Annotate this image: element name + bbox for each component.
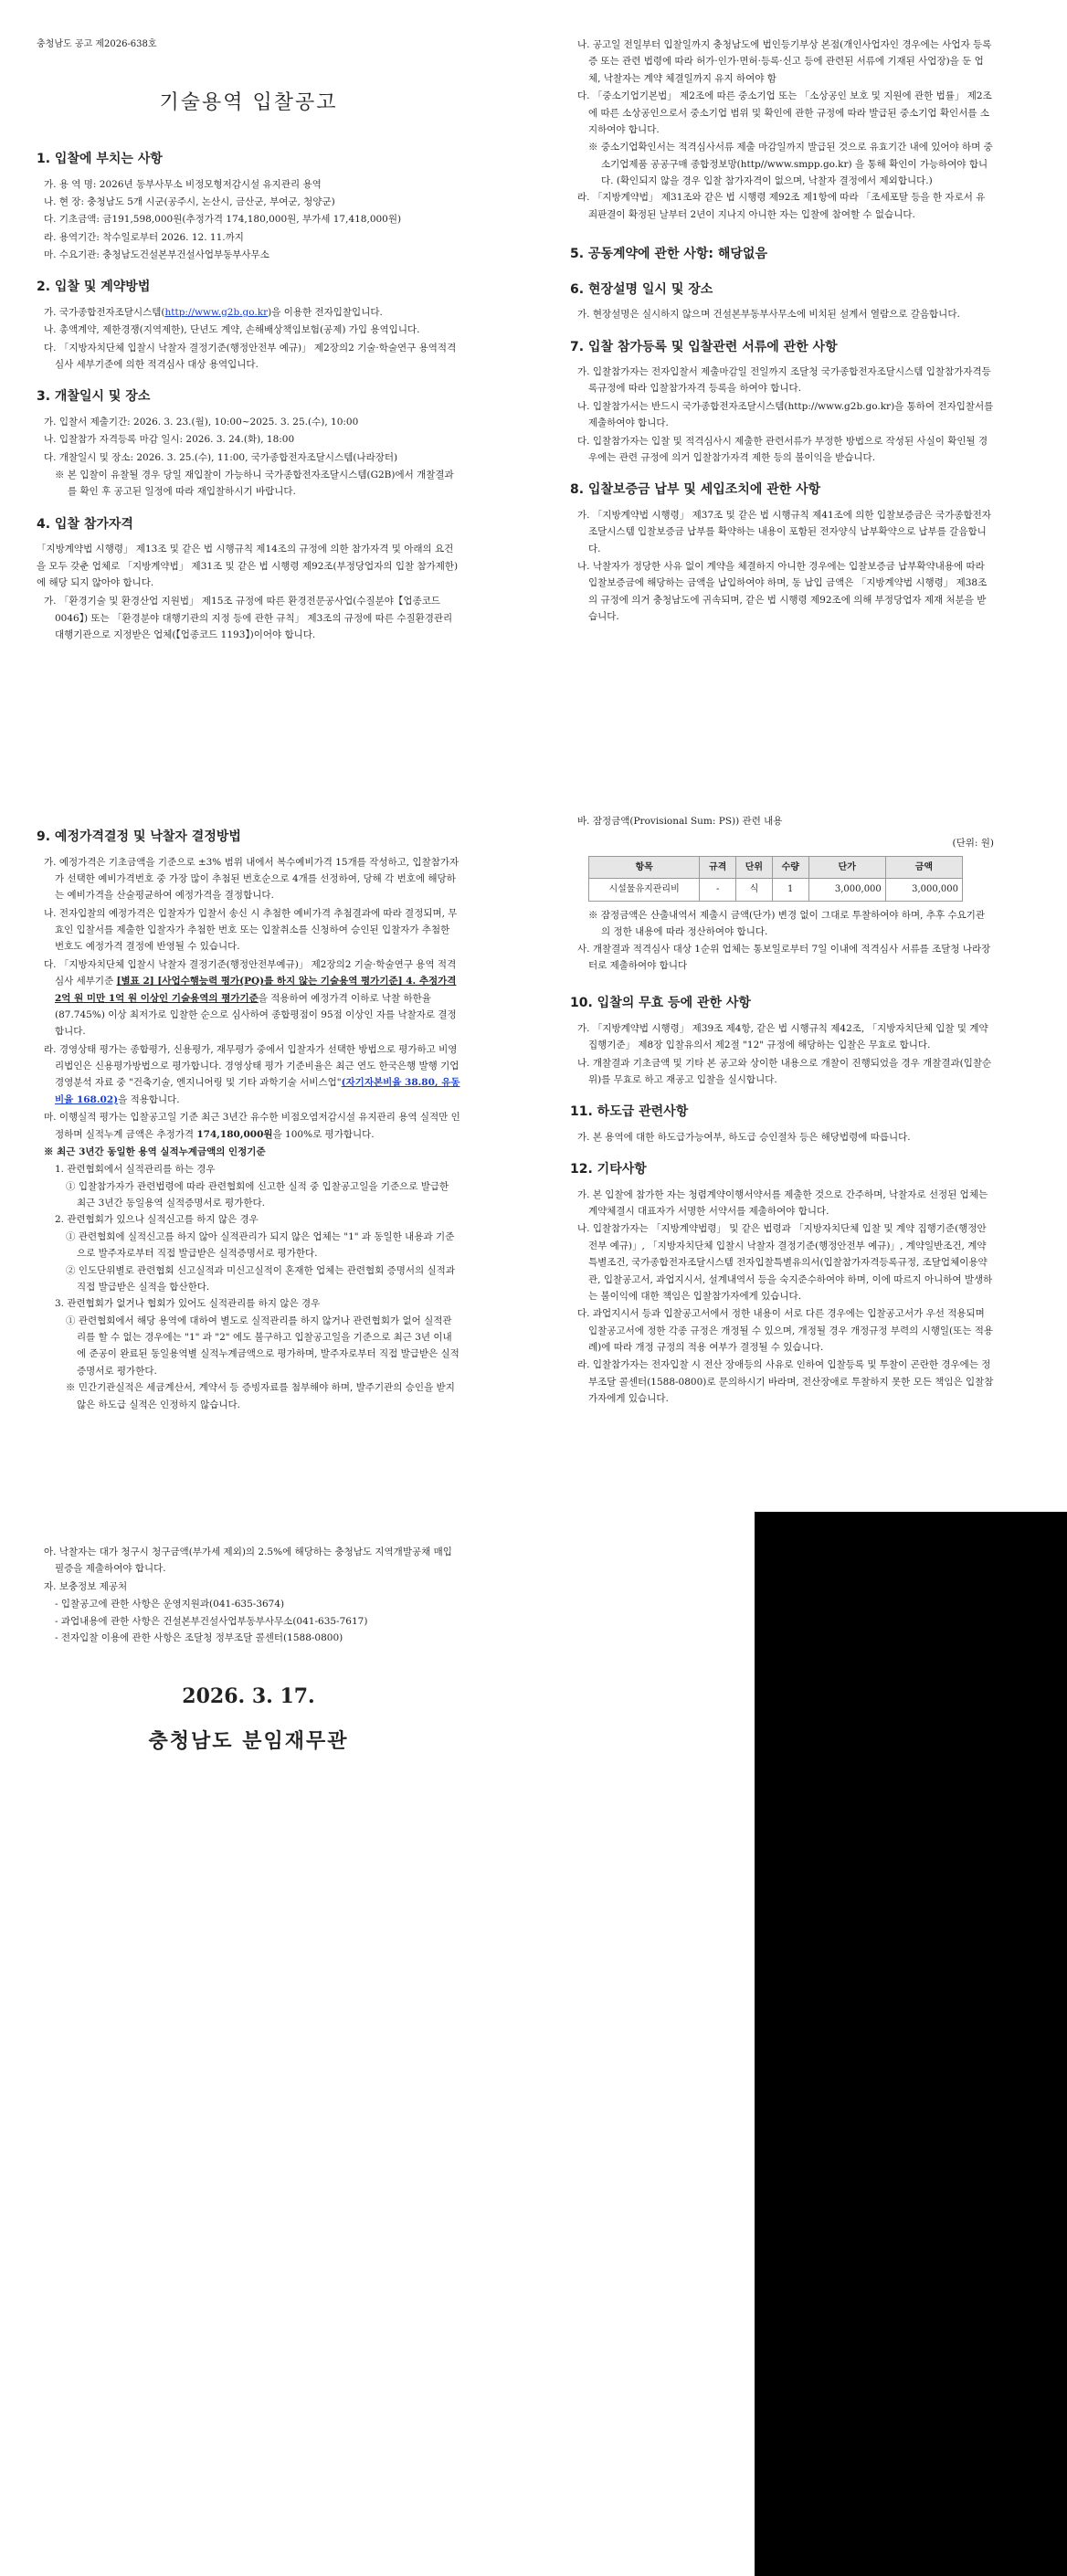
s12-item-b: 자. 보충정보 제공처 xyxy=(44,1580,128,1592)
s1-item: 라. 용역기간: 착수일로부터 2026. 12. 11.까지 xyxy=(44,231,244,243)
s9-e-post: 을 100%로 평가합니다. xyxy=(272,1128,375,1140)
s12-item: 가. 본 입찰에 참가한 자는 청렴계약이행서약서를 제출한 것으로 간주하며, 낙찰자로 선정된 업체는 계약체결시 대표자가 서명한 서약서를 제출하여야 합니다. xyxy=(577,1188,988,1217)
section-12-title: 12. 기타사항 xyxy=(570,1162,647,1177)
record-criteria-item: ① 입찰참가자가 관련법령에 따라 관련협회에 신고한 실적 중 입찰공고일을 기준으로 발급한 최근 3년간 동일용역 실적증명서로 평가한다. xyxy=(66,1180,449,1209)
table-header: 금액 xyxy=(885,856,962,879)
issuing-organization: 충청남도 분임재무관 xyxy=(148,1728,349,1753)
s2-a-post: )을 이용한 전자입찰입니다. xyxy=(268,306,383,318)
table-cell: 3,000,000 xyxy=(808,879,885,902)
record-criteria-title: ※ 최근 3년간 동일한 용역 실적누계금액의 인정기준 xyxy=(44,1145,266,1157)
section-9-title: 9. 예정가격결정 및 낙찰자 결정방법 xyxy=(37,829,241,844)
table-cell: 1 xyxy=(772,879,808,902)
s12-item: 나. 입찰참가자는 「지방계약법령」 및 같은 법령과 「지방자치단체 입찰 및 계약 집행기준(행정안전부 예규)」, 「지방자치단체 입찰시 낙찰자 결정기준(행정안전부 예규)」, 계약일반조건, 계약특별조건, 국가종합전자조달시스템 전자입찰특별유의서(입찰참가자격등록규정, 조달업체이용약관, 입찰공고서, 과업지시서, 설계내역서 등을 숙지준수하여야 하며, 이에 따르지 아니하여 발생하는 불이익에 대한 책임은 입찰참가자에게 있습니다. xyxy=(577,1223,993,1302)
s9-c-underlined: [별표 2] [사업수행능력 평가(PQ)를 하지 않는 기술용역 평가기준] 4. 추정가격 2억 원 미만 1억 원 이상인 기술용역의 평가기준 xyxy=(55,976,457,1004)
s10-item: 나. 개찰결과 기초금액 및 기타 본 공고와 상이한 내용으로 개찰이 진행되었을 경우 개찰결과(입찰순위)를 무효로 하고 재공고 입찰을 실시합니다. xyxy=(577,1057,992,1085)
s4-item: 나. 공고일 전일부터 입찰일까지 충청남도에 법인등기부상 본점(개인사업자인 경우에는 사업자 등록증 또는 관련 법령에 따라 허가·인가·면허·등록·신고 등에 관련된 서류에 기재된 사업장)을 둔 업체, 낙찰자는 계약 체결일까지 유지 하여야 함 xyxy=(577,39,992,84)
contact-item: - 전자입찰 이용에 관한 사항은 조달청 정부조달 콜센터(1588-0800) xyxy=(55,1631,343,1643)
notice-date: 2026. 3. 17. xyxy=(182,1684,315,1709)
s6-item: 가. 현장설명은 실시하지 않으며 건설본부동부사무소에 비치된 설계서 열람으로 갈음합니다. xyxy=(577,309,960,321)
table-cell: - xyxy=(700,879,736,902)
s1-item: 마. 수요기관: 충청남도건설본부건설사업부동부사무소 xyxy=(44,249,269,260)
table-header-row xyxy=(589,856,963,879)
s1-item: 다. 기초금액: 금191,598,000원(추정가격 174,180,000원, 부가세 17,418,000원) xyxy=(44,214,402,226)
table-cell: 3,000,000 xyxy=(885,879,962,902)
table-header: 항목 xyxy=(589,856,700,879)
record-criteria-item: 3. 관련협회가 없거나 협회가 있어도 실적관리를 하지 않은 경우 xyxy=(55,1298,321,1310)
s7-item: 다. 입찰참가자는 입찰 및 적격심사시 제출한 관련서류가 부정한 방법으로 작성된 사실이 확인될 경우에는 관련 규정에 의거 입찰참가자격 제한 등의 불이익을 받습니다. xyxy=(577,435,988,463)
s4-item-ra: 라. 「지방계약법」 제31조와 같은 법 시행령 제92조 제1항에 따라 「조세포탈 등을 한 자로서 유죄판결이 확정된 날부터 2년이 지나지 아니한 자는 입찰에 참여할 수 없습니다. xyxy=(577,192,986,220)
section-4-title: 4. 입찰 참가자격 xyxy=(37,516,133,532)
s9-item-e xyxy=(37,1109,460,1143)
table-cell: 식 xyxy=(736,879,773,902)
s2-item-a xyxy=(37,304,460,321)
section-11-title: 11. 하도급 관련사항 xyxy=(570,1104,689,1120)
section-5-title: 5. 공동계약에 관한 사항: 해당없음 xyxy=(570,247,767,262)
table-header: 단위 xyxy=(736,856,773,879)
notice-number: 충청남도 공고 제2026-638호 xyxy=(37,39,157,49)
s9-d-pre: 라. 경영상태 평가는 종합평가, 신용평가, 재무평가 중에서 입찰자가 선택한 방법으로 평가하고 비영리법인은 신용평가방법으로 평가합니다. 경영상태 평가 기준비율은 최근 연도 한국은행 발행 기업경영분석 자료 중 "건축기술, 엔지니어링 및 기타 과학기술 서비스업" xyxy=(44,1043,460,1089)
s9-c-pre: 다. 「지방자치단체 입찰시 낙찰자 결정기준(행정안전부예규)」 제2장의2 기술·학술연구 용역 적격심사 세부기준 xyxy=(44,958,457,987)
s9-d-ratio: (자기자본비율 38.80, 유동비율 168.02) xyxy=(55,1077,460,1105)
ps-note: ※ 잠정금액은 산출내역서 제출시 금액(단가) 변경 없이 그대로 투찰하여야 하며, 추후 수요기관의 정한 내용에 따라 정산하여야 합니다. xyxy=(588,909,986,938)
s9-d-post: 을 적용합니다. xyxy=(118,1093,180,1105)
page-3 xyxy=(0,776,497,1516)
page-1 xyxy=(0,0,497,740)
s1-item: 나. 현 장: 충청남도 5개 시군(공주시, 논산시, 금산군, 부여군, 청양군) xyxy=(44,195,335,207)
record-criteria-item: 1. 관련협회에서 실적관리를 하는 경우 xyxy=(55,1164,216,1176)
table-row xyxy=(589,879,963,902)
s9-item-d xyxy=(37,1041,460,1109)
contact-item: - 과업내용에 관한 사항은 건설본부건설사업부동부사무소(041-635-7617) xyxy=(55,1615,368,1627)
table-cell: 시설물유지관리비 xyxy=(589,879,700,902)
page-4 xyxy=(534,776,1030,1516)
page-5 xyxy=(0,1507,497,1964)
table-header: 규격 xyxy=(700,856,736,879)
s3-item: 나. 입찰참가 자격등록 마감 일시: 2026. 3. 24.(화), 18:00 xyxy=(44,434,295,446)
document-title: 기술용역 입찰공고 xyxy=(159,90,338,114)
s3-item: 가. 입찰서 제출기간: 2026. 3. 23.(월), 10:00~2025. 3. 25.(수), 10:00 xyxy=(44,416,359,428)
ps-title: 바. 잠정금액(Provisional Sum: PS)) 관련 내용 xyxy=(577,816,783,827)
s9-c-post: 을 적용하여 예정가격 이하로 낙찰 하한율(87.745%) 이상 최저가로 입찰한 순으로 심사하여 종합평점이 95점 이상인 자를 낙찰자로 결정합니다. xyxy=(55,992,457,1038)
s9-item: 가. 예정가격은 기초금액을 기준으로 ±3% 범위 내에서 복수예비가격 15개를 작성하고, 입찰참가자가 선택한 예비가격번호 중 가장 많이 추첨된 번호순으로 4개를 선정하여, 당해 각 번호에 해당하는 예비가격을 산술평균하여 예정가격을 결정합니다. xyxy=(44,856,460,902)
section-6-title: 6. 현장설명 일시 및 장소 xyxy=(570,281,713,297)
s9-item-sa: 사. 개찰결과 적격심사 대상 1순위 업체는 통보일로부터 7일 이내에 적격심사 서류를 조달청 나라장터로 제출하여야 합니다 xyxy=(577,943,991,971)
section-2-title: 2. 입찰 및 계약방법 xyxy=(37,280,151,295)
record-criteria-item: ② 인도단위별로 관련협회 신고실적과 미신고실적이 혼재한 업체는 관련협회 증명서의 실적과 직접 발급받은 실적을 합산한다. xyxy=(66,1264,455,1293)
s9-e-pre: 마. 이행실적 평가는 입찰공고일 기준 최근 3년간 유수한 비점오염저감시설 유지관리 용역 실적만 인정하며 실적누계 금액은 추정가격 xyxy=(44,1112,460,1140)
record-criteria-item: 2. 관련협회가 있으나 실적신고를 하지 않은 경우 xyxy=(55,1214,259,1226)
s3-note: ※ 본 입찰이 유찰될 경우 당일 재입찰이 가능하니 국가종합전자조달시스템(G2B)에서 개찰결과를 확인 후 공고된 일정에 따라 재입찰하시기 바랍니다. xyxy=(55,470,454,498)
record-criteria-item: ① 관련협회에 실적신고를 하지 않아 실적관리가 되지 않은 업체는 "1" 과 동일한 내용과 기준으로 발주자로부터 직접 발급받은 실적증명서로 평가한다. xyxy=(66,1230,455,1260)
s1-item: 가. 용 역 명: 2026년 동부사무소 비정모형저감시설 유지관리 용역 xyxy=(44,178,322,190)
s9-e-amount: 174,180,000원 xyxy=(196,1128,273,1140)
s10-item: 가. 「지방계약법 시행령」 제39조 제4항, 같은 법 시행규칙 제42조, 「지방자치단체 입찰 및 계약집행기준」 제8장 입찰유의서 제2절 "12" 규정에 해당하는 입찰은 무효로 합니다. xyxy=(577,1022,988,1051)
s9-item-c xyxy=(37,956,460,1040)
section-10-title: 10. 입찰의 무효 등에 관한 사항 xyxy=(570,996,751,1011)
section-1-title: 1. 입찰에 부치는 사항 xyxy=(37,152,163,166)
s3-item: 다. 개찰일시 및 장소: 2026. 3. 25.(수), 11:00, 국가종합전자조달시스템(나라장터) xyxy=(44,451,398,463)
s2-item: 다. 「지방자치단체 입찰시 낙찰자 결정기준(행정안전부 예규)」 제2장의2 기술·학술연구 용역적격심사 세부기준에 의한 적격심사 대상 용역입니다. xyxy=(44,342,457,370)
s9-item: 나. 전자입찰의 예정가격은 입찰자가 입찰서 송신 시 추첨한 예비가격 추첨결과에 따라 결정되며, 무효인 입찰서를 제출한 입찰자가 추첨한 번호 또는 입찰취소를 신청하여 승인된 입찰자가 추첨한 번호도 예정가격 결정에 반영될 수 있습니다. xyxy=(44,907,458,953)
table-header: 수량 xyxy=(772,856,808,879)
section-8-title: 8. 입찰보증금 납부 및 세입조치에 관한 사항 xyxy=(570,482,821,498)
table-header: 단가 xyxy=(808,856,885,879)
g2b-link[interactable]: http://www.g2b.go.kr xyxy=(164,306,269,318)
s12-item: 다. 과업지시서 등과 입찰공고서에서 정한 내용이 서로 다른 경우에는 입찰공고서가 우선 적용되며 입찰공고서에 정한 각종 규정은 개정될 수 있으며, 개정될 경우 개정규정 부력의 시행일(또는 적용례)에 따라 개정 규정의 적용 여부가 결정될 수 있습니다. xyxy=(577,1308,994,1353)
record-criteria-note: ※ 민간기관실적은 세금계산서, 계약서 등 증빙자료를 첨부해야 하며, 발주기관의 승인을 받지 않은 하도급 실적은 인정하지 않습니다. xyxy=(66,1382,455,1410)
page-2 xyxy=(534,0,1030,740)
section-3-title: 3. 개찰일시 및 장소 xyxy=(37,389,151,405)
section-7-title: 7. 입찰 참가등록 및 입찰관련 서류에 관한 사항 xyxy=(570,339,838,354)
contact-item: - 입찰공고에 관한 사항은 운영지원과(041-635-3674) xyxy=(55,1599,285,1610)
s7-item: 나. 입찰참가서는 반드시 국가종합전자조달시스템(http://www.g2b.go.kr)을 통하여 전자입찰서를 제출하여야 합니다. xyxy=(577,400,994,429)
s2-item: 나. 총액계약, 제한경쟁(지역제한), 단년도 계약, 손해배상책임보험(공제) 가입 용역입니다. xyxy=(44,324,420,336)
s12-item-a: 아. 낙찰자는 대가 청구시 청구금액(부가세 제외)의 2.5%에 해당하는 충청남도 지역개발공채 매입필증을 제출하여야 합니다. xyxy=(44,1547,452,1575)
blank-area xyxy=(755,1512,1067,2576)
s2-a-pre: 가. 국가종합전자조달시스템( xyxy=(44,306,165,318)
s4-item-a: 가. 「환경기술 및 환경산업 지원법」 제15조 규정에 따른 환경전문공사업(수질분야【업종코드 0046】) 또는 「환경분야 대행기관의 지정 등에 관한 규칙」 제3조의 규정에 따른 수질환경관리대행기관으로 지정받은 업체(【업종코드 1193】)이어야 합니다. xyxy=(44,596,453,641)
sme-note: ※ 중소기업확인서는 적격심사서류 제출 마감일까지 발급된 것으로 유효기간 내에 있어야 하며 중소기업제품 공공구매 종합정보망(http//www.smpp.go.kr) 을 통해 확인이 가능하여야 합니다. (확인되지 않을 경우 입찰 참가자격이 없으며, 낙찰자 결정에서 제외합니다.) xyxy=(588,142,993,186)
record-criteria-item: ① 관련협회에서 해당 용역에 대하여 별도로 실적관리를 하지 않거나 관련협회가 없어 실적관리를 할 수 없는 경우에는 "1" 과 "2" 에도 불구하고 입찰공고일을 기준으로 최근 3년 이내에 준공이 완료된 동일용역별 실적누계금액으로 평가하며, 발주자로부터 직접 발급받은 실적증명서로 평가한다. xyxy=(66,1314,460,1377)
provisional-sum-table xyxy=(588,856,963,902)
unit-label: (단위: 원) xyxy=(952,838,994,850)
s7-item: 가. 입찰참가자는 전자입찰서 제출마감일 전일까지 조달청 국가종합전자조달시스템 입찰참가자격등록규정에 따라 입찰참가자격 등록을 하여야 합니다. xyxy=(577,366,991,395)
s8-item: 나. 낙찰자가 정당한 사유 없이 계약을 체결하지 아니한 경우에는 입찰보증금 납부확약내용에 따라 입찰보증금에 해당하는 금액을 납입하여야 하며, 동 납입 금액은 「지방계약법 시행령」 제38조의 규정에 의거 충청남도에 귀속되며, 같은 법 시행령 제92조에 의해 부정당업자 제재 처분을 받습니다. xyxy=(577,560,988,622)
s4-intro: 「지방계약법 시행령」 제13조 및 같은 법 시행규칙 제14조의 규정에 의한 참가자격 및 아래의 요건을 모두 갖춘 업체로 「지방계약법」 제31조 및 같은 법 시행령 제92조(부정당업자의 입찰 참가제한)에 해당 되지 않아야 합니다. xyxy=(37,544,459,588)
s8-item: 가. 「지방계약법 시행령」 제37조 및 같은 법 시행규칙 제41조에 의한 입찰보증금은 국가종합전자조달시스템 입찰보증금 납부를 확약하는 내용이 포함된 전자양식 납부확약으로 납부를 갈음합니다. xyxy=(577,509,991,554)
s12-item: 라. 입찰참가자는 전자입찰 시 전산 장애등의 사유로 인하여 입찰등록 및 투찰이 곤란한 경우에는 정부조달 콜센터(1588-0800)로 문의하시기 바라며, 전산장애로 투찰하지 못한 모든 책임은 입찰참가자에게 있습니다. xyxy=(577,1359,994,1405)
s11-item: 가. 본 용역에 대한 하도급가능여부, 하도급 승인절차 등은 해당법령에 따릅니다. xyxy=(577,1131,911,1143)
s4-item: 다. 「중소기업기본법」 제2조에 따른 중소기업 또는 「소상공인 보호 및 지원에 관한 법률」 제2조에 따른 소상공인으로서 중소기업 범위 및 확인에 관한 규정에 따라 발급된 중소기업 확인서를 소지하여야 합니다. xyxy=(577,90,992,135)
